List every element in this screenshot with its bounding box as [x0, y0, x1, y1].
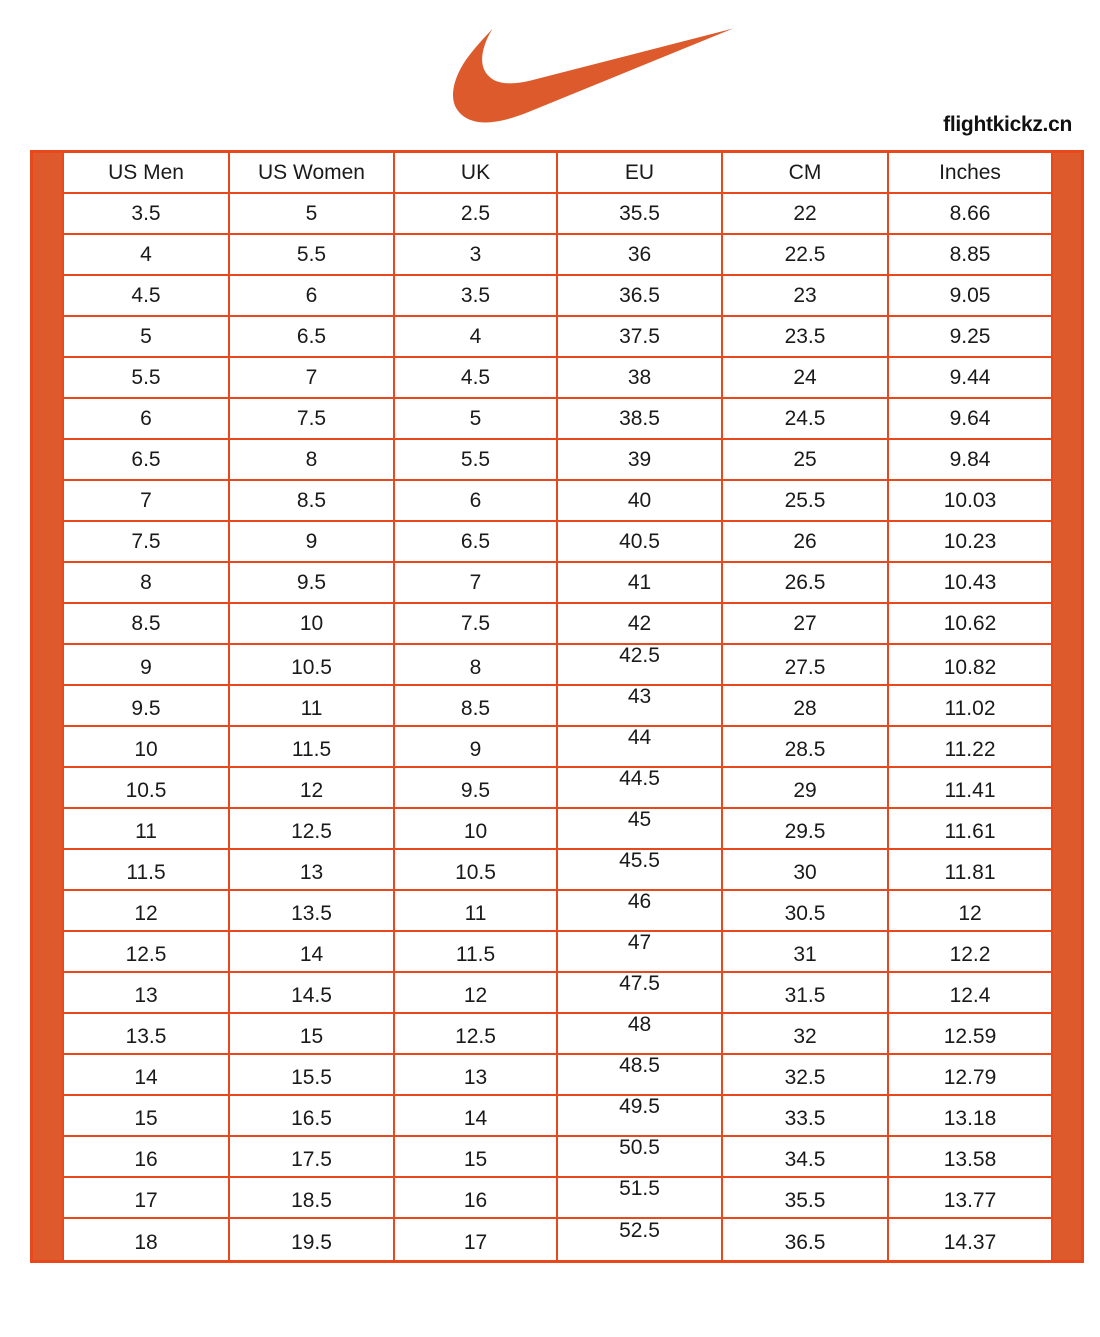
- cell-us-men: 5.5: [64, 358, 230, 399]
- cell-us-men: 16: [64, 1137, 230, 1178]
- table-row: [33, 1096, 1081, 1137]
- cell-eu: 50.5: [558, 1137, 723, 1178]
- cell-eu: 35.5: [558, 194, 723, 235]
- cell-uk: 6: [395, 481, 558, 522]
- cell-us-women: 6: [230, 276, 395, 317]
- cell-uk: 17: [395, 1219, 558, 1260]
- cell-uk: 13: [395, 1055, 558, 1096]
- cell-us-women: 19.5: [230, 1219, 395, 1260]
- cell-eu: 48: [558, 1014, 723, 1055]
- cell-us-women: 17.5: [230, 1137, 395, 1178]
- cell-uk: 9.5: [395, 768, 558, 809]
- table-row: [33, 809, 1081, 850]
- cell-us-women: 9.5: [230, 563, 395, 604]
- cell-us-men: 3.5: [64, 194, 230, 235]
- cell-eu: 48.5: [558, 1055, 723, 1096]
- cell-inches: 10.23: [889, 522, 1053, 563]
- cell-eu: 40.5: [558, 522, 723, 563]
- cell-cm: 26.5: [723, 563, 889, 604]
- table-row: [33, 522, 1081, 563]
- cell-cm: 36.5: [723, 1219, 889, 1260]
- cell-us-women: 5.5: [230, 235, 395, 276]
- cell-eu: 39: [558, 440, 723, 481]
- cell-uk: 8.5: [395, 686, 558, 727]
- cell-eu: 44.5: [558, 768, 723, 809]
- cell-uk: 11.5: [395, 932, 558, 973]
- cell-uk: 9: [395, 727, 558, 768]
- cell-eu: 36.5: [558, 276, 723, 317]
- cell-cm: 29.5: [723, 809, 889, 850]
- cell-inches: 10.43: [889, 563, 1053, 604]
- cell-inches: 8.66: [889, 194, 1053, 235]
- cell-us-women: 5: [230, 194, 395, 235]
- cell-cm: 34.5: [723, 1137, 889, 1178]
- cell-inches: 14.37: [889, 1219, 1053, 1260]
- cell-inches: 12.59: [889, 1014, 1053, 1055]
- header-cell-eu: EU: [558, 153, 723, 194]
- cell-inches: 11.22: [889, 727, 1053, 768]
- cell-us-women: 14.5: [230, 973, 395, 1014]
- cell-us-men: 8.5: [64, 604, 230, 645]
- cell-us-men: 13: [64, 973, 230, 1014]
- cell-uk: 16: [395, 1178, 558, 1219]
- cell-us-men: 5: [64, 317, 230, 358]
- cell-us-women: 12: [230, 768, 395, 809]
- cell-us-men: 4.5: [64, 276, 230, 317]
- cell-cm: 23.5: [723, 317, 889, 358]
- table-row: [33, 973, 1081, 1014]
- cell-us-women: 18.5: [230, 1178, 395, 1219]
- cell-uk: 8: [395, 645, 558, 686]
- cell-us-men: 12.5: [64, 932, 230, 973]
- cell-cm: 22.5: [723, 235, 889, 276]
- cell-us-women: 16.5: [230, 1096, 395, 1137]
- cell-inches: 11.61: [889, 809, 1053, 850]
- table-row: [33, 358, 1081, 399]
- cell-eu: 37.5: [558, 317, 723, 358]
- cell-cm: 25: [723, 440, 889, 481]
- cell-inches: 10.62: [889, 604, 1053, 645]
- cell-inches: 9.44: [889, 358, 1053, 399]
- table-row: [33, 1014, 1081, 1055]
- cell-cm: 28: [723, 686, 889, 727]
- cell-cm: 27.5: [723, 645, 889, 686]
- cell-us-men: 12: [64, 891, 230, 932]
- cell-us-women: 11.5: [230, 727, 395, 768]
- cell-inches: 12.79: [889, 1055, 1053, 1096]
- header-cell-us-men: US Men: [64, 153, 230, 194]
- table-row: [33, 276, 1081, 317]
- cell-us-men: 17: [64, 1178, 230, 1219]
- table-row: [33, 1055, 1081, 1096]
- table-row: [33, 1137, 1081, 1178]
- cell-inches: 10.82: [889, 645, 1053, 686]
- cell-inches: 8.85: [889, 235, 1053, 276]
- cell-cm: 24.5: [723, 399, 889, 440]
- cell-uk: 12: [395, 973, 558, 1014]
- cell-us-women: 15.5: [230, 1055, 395, 1096]
- cell-cm: 22: [723, 194, 889, 235]
- cell-inches: 13.77: [889, 1178, 1053, 1219]
- cell-eu: 42: [558, 604, 723, 645]
- cell-cm: 31: [723, 932, 889, 973]
- cell-cm: 32.5: [723, 1055, 889, 1096]
- cell-inches: 13.58: [889, 1137, 1053, 1178]
- cell-us-women: 10: [230, 604, 395, 645]
- cell-cm: 30.5: [723, 891, 889, 932]
- cell-inches: 12: [889, 891, 1053, 932]
- table-header-row: [33, 153, 1081, 194]
- cell-cm: 35.5: [723, 1178, 889, 1219]
- cell-us-men: 8: [64, 563, 230, 604]
- cell-eu: 41: [558, 563, 723, 604]
- cell-eu: 52.5: [558, 1219, 723, 1260]
- table-row: [33, 563, 1081, 604]
- table-row: [33, 399, 1081, 440]
- cell-us-men: 14: [64, 1055, 230, 1096]
- cell-us-women: 7: [230, 358, 395, 399]
- nike-swoosh-icon: [453, 28, 733, 123]
- cell-inches: 13.18: [889, 1096, 1053, 1137]
- cell-eu: 40: [558, 481, 723, 522]
- cell-cm: 33.5: [723, 1096, 889, 1137]
- cell-inches: 9.84: [889, 440, 1053, 481]
- table-row: [33, 850, 1081, 891]
- cell-us-men: 10.5: [64, 768, 230, 809]
- cell-inches: 10.03: [889, 481, 1053, 522]
- cell-us-men: 15: [64, 1096, 230, 1137]
- cell-us-men: 18: [64, 1219, 230, 1260]
- cell-uk: 10.5: [395, 850, 558, 891]
- left-accent-stripe: [33, 153, 64, 1260]
- site-url-text: flightkickz.cn: [943, 113, 1072, 136]
- cell-us-women: 13: [230, 850, 395, 891]
- cell-uk: 2.5: [395, 194, 558, 235]
- cell-inches: 9.25: [889, 317, 1053, 358]
- cell-uk: 4: [395, 317, 558, 358]
- cell-eu: 47: [558, 932, 723, 973]
- table-row: [33, 194, 1081, 235]
- cell-eu: 43: [558, 686, 723, 727]
- table-row: [33, 481, 1081, 522]
- table-row: [33, 604, 1081, 645]
- cell-uk: 3.5: [395, 276, 558, 317]
- cell-us-men: 7: [64, 481, 230, 522]
- cell-cm: 25.5: [723, 481, 889, 522]
- cell-cm: 23: [723, 276, 889, 317]
- cell-eu: 42.5: [558, 645, 723, 686]
- cell-us-women: 9: [230, 522, 395, 563]
- table-row: [33, 727, 1081, 768]
- cell-inches: 12.2: [889, 932, 1053, 973]
- cell-uk: 6.5: [395, 522, 558, 563]
- cell-us-women: 10.5: [230, 645, 395, 686]
- cell-eu: 47.5: [558, 973, 723, 1014]
- cell-eu: 51.5: [558, 1178, 723, 1219]
- cell-uk: 14: [395, 1096, 558, 1137]
- cell-us-women: 14: [230, 932, 395, 973]
- cell-eu: 49.5: [558, 1096, 723, 1137]
- right-accent-stripe: [1053, 153, 1081, 1260]
- cell-cm: 24: [723, 358, 889, 399]
- cell-us-men: 6.5: [64, 440, 230, 481]
- table-row: [33, 317, 1081, 358]
- table-row: [33, 891, 1081, 932]
- cell-eu: 38.5: [558, 399, 723, 440]
- cell-us-women: 8.5: [230, 481, 395, 522]
- table-row: [33, 235, 1081, 276]
- header-cell-uk: UK: [395, 153, 558, 194]
- table-row: [33, 1219, 1081, 1260]
- cell-inches: 9.64: [889, 399, 1053, 440]
- cell-us-men: 10: [64, 727, 230, 768]
- cell-eu: 44: [558, 727, 723, 768]
- cell-us-men: 11.5: [64, 850, 230, 891]
- header-cell-us-women: US Women: [230, 153, 395, 194]
- header-cell-cm: CM: [723, 153, 889, 194]
- cell-us-women: 13.5: [230, 891, 395, 932]
- cell-eu: 38: [558, 358, 723, 399]
- cell-cm: 28.5: [723, 727, 889, 768]
- cell-eu: 45: [558, 809, 723, 850]
- cell-cm: 26: [723, 522, 889, 563]
- cell-inches: 11.02: [889, 686, 1053, 727]
- cell-inches: 11.41: [889, 768, 1053, 809]
- cell-cm: 30: [723, 850, 889, 891]
- header-cell-inches: Inches: [889, 153, 1053, 194]
- size-chart-table: [30, 150, 1084, 1263]
- cell-us-women: 11: [230, 686, 395, 727]
- cell-us-men: 6: [64, 399, 230, 440]
- table-row: [33, 686, 1081, 727]
- cell-uk: 7: [395, 563, 558, 604]
- cell-inches: 12.4: [889, 973, 1053, 1014]
- cell-us-women: 7.5: [230, 399, 395, 440]
- cell-uk: 3: [395, 235, 558, 276]
- cell-us-men: 4: [64, 235, 230, 276]
- cell-eu: 45.5: [558, 850, 723, 891]
- cell-uk: 12.5: [395, 1014, 558, 1055]
- cell-uk: 10: [395, 809, 558, 850]
- cell-us-women: 8: [230, 440, 395, 481]
- cell-inches: 9.05: [889, 276, 1053, 317]
- cell-us-women: 6.5: [230, 317, 395, 358]
- table-row: [33, 440, 1081, 481]
- cell-eu: 46: [558, 891, 723, 932]
- cell-us-women: 12.5: [230, 809, 395, 850]
- cell-us-men: 9: [64, 645, 230, 686]
- cell-us-men: 11: [64, 809, 230, 850]
- cell-uk: 15: [395, 1137, 558, 1178]
- cell-uk: 4.5: [395, 358, 558, 399]
- table-row: [33, 645, 1081, 686]
- table-row: [33, 932, 1081, 973]
- cell-cm: 31.5: [723, 973, 889, 1014]
- cell-cm: 27: [723, 604, 889, 645]
- cell-inches: 11.81: [889, 850, 1053, 891]
- table-row: [33, 1178, 1081, 1219]
- cell-us-men: 7.5: [64, 522, 230, 563]
- cell-uk: 5.5: [395, 440, 558, 481]
- cell-uk: 5: [395, 399, 558, 440]
- cell-us-women: 15: [230, 1014, 395, 1055]
- cell-eu: 36: [558, 235, 723, 276]
- cell-cm: 32: [723, 1014, 889, 1055]
- cell-us-men: 9.5: [64, 686, 230, 727]
- cell-us-men: 13.5: [64, 1014, 230, 1055]
- table-row: [33, 768, 1081, 809]
- cell-uk: 7.5: [395, 604, 558, 645]
- cell-uk: 11: [395, 891, 558, 932]
- cell-cm: 29: [723, 768, 889, 809]
